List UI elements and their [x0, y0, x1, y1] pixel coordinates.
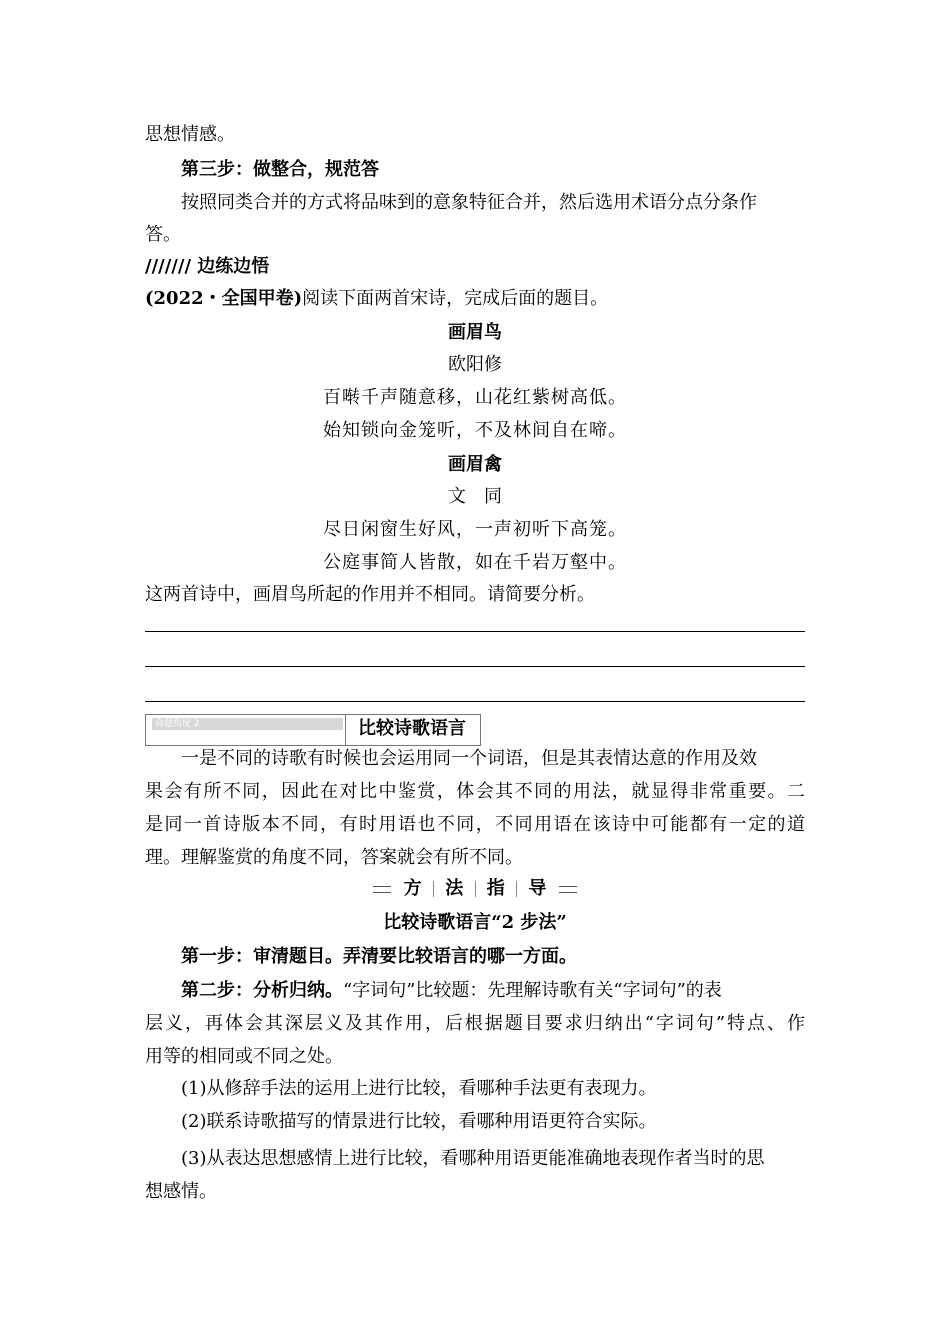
method-char: 方	[403, 878, 422, 899]
step3-label: 第三步：做整合，规范答	[181, 159, 379, 180]
answer-line	[145, 666, 805, 667]
method-guide-heading	[145, 877, 805, 901]
intro-line: 一是不同的诗歌有时候也会运用同一个词语，但是其表情达意的作用及效	[181, 748, 757, 769]
method-char: 法	[445, 878, 464, 899]
question-source: (2022・全国甲卷)	[145, 288, 303, 309]
answer-line	[145, 701, 805, 702]
top-fragment: 思想情感。	[145, 124, 235, 145]
intro-line: 果会有所不同，因此在对比中鉴赏，体会其不同的用法，就显得非常重要。二	[145, 781, 805, 802]
poem2-line: 尽日闲窗生好风，一声初听下高笼。	[323, 519, 627, 540]
point3-line2: 想感情。	[145, 1181, 217, 1202]
step2-line1	[181, 979, 722, 1003]
double-bar-icon	[373, 886, 391, 893]
method-char: 指	[486, 878, 505, 899]
poem2-title: 画眉禽	[448, 454, 502, 475]
intro-line: 理。理解鉴赏的角度不同，答案就会有所不同。	[145, 847, 523, 868]
point-item: (2)联系诗歌描写的情景进行比较，看哪种用语更符合实际。	[181, 1111, 657, 1132]
answer-line	[145, 631, 805, 632]
poem1-line: 始知锁向金笼听，不及林间自在啼。	[323, 420, 627, 441]
separator	[516, 881, 517, 897]
point-item: (3)从表达思想感情上进行比较，看哪种用语更能准确地表现作者当时的思	[181, 1148, 765, 1169]
point-item: (1)从修辞手法的运用上进行比较，看哪种手法更有表现力。	[181, 1078, 657, 1099]
separator	[475, 881, 476, 897]
poem2-author: 文 同	[448, 486, 502, 507]
double-bar-icon	[559, 886, 577, 893]
angle-title: 比较诗歌语言	[345, 715, 479, 745]
question-intro-line	[145, 287, 608, 311]
poem1-author: 欧阳修	[448, 354, 502, 375]
method-title: 比较诗歌语言“2 步法”	[383, 912, 567, 933]
step2-rest: “字词句”比较题：先理解诗歌有关“字词句”的表	[343, 980, 722, 1001]
poem2-line: 公庭事简人皆散，如在千岩万壑中。	[323, 552, 627, 573]
method-char: 导	[528, 878, 547, 899]
intro-line: 是同一首诗版本不同，有时用语也不同，不同用语在该诗中可能都有一定的道	[145, 814, 805, 835]
question-text: 这两首诗中，画眉鸟所起的作用并不相同。请简要分析。	[145, 584, 595, 605]
practice-heading: /////// 边练边悟	[145, 256, 270, 277]
step1: 第一步：审清题目。弄清要比较语言的哪一方面。	[181, 946, 577, 967]
step3-body-line2: 答。	[145, 224, 181, 245]
angle-header-box	[145, 714, 481, 746]
poem1-line: 百啭千声随意移，山花红紫树高低。	[323, 387, 627, 408]
separator	[433, 881, 434, 897]
question-intro: 阅读下面两首宋诗，完成后面的题目。	[302, 288, 609, 309]
step2-line3: 用等的相同或不同之处。	[145, 1046, 343, 1067]
angle-tag: 命题角度 2	[152, 718, 343, 730]
poem1-title: 画眉鸟	[448, 322, 502, 343]
step2-line2: 层义，再体会其深层义及其作用，后根据题目要求归纳出“字词句”特点、作	[145, 1013, 805, 1034]
step3-body-line1: 按照同类合并的方式将品味到的意象特征合并，然后选用术语分点分条作	[181, 192, 757, 213]
step2-label: 第二步：分析归纳。	[181, 980, 343, 1001]
